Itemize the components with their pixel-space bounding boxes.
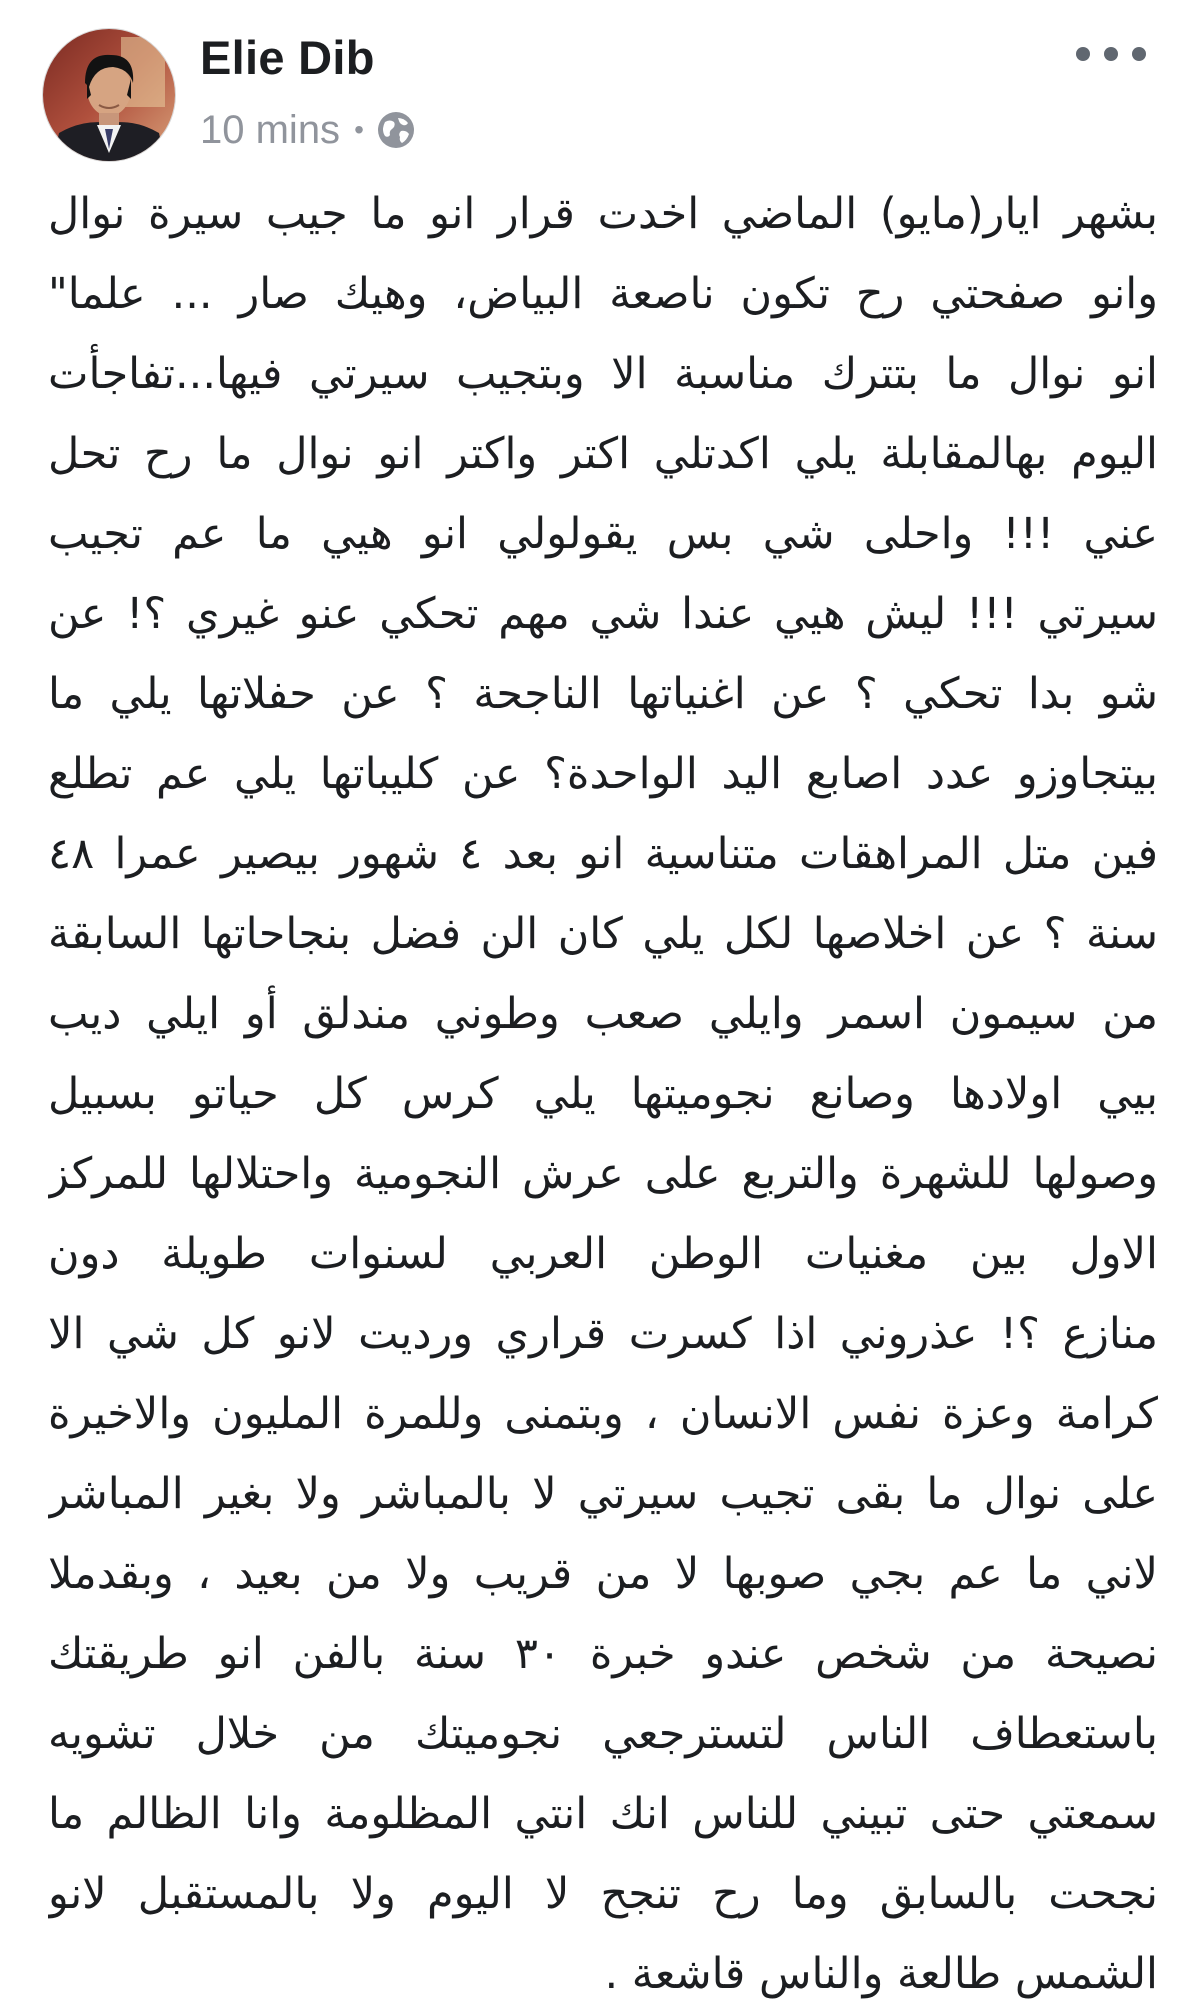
post-body-line: سنة ؟ عن اخلاصها لكل يلي كان الن فضل بنجاحاتها السابقة (48, 909, 1158, 959)
post-body-line: من سيمون اسمر وايلي صعب وطوني مندلق أو ايلي ديب (48, 989, 1158, 1039)
post-body-line: بيتجاوزو عدد اصابع اليد الواحدة؟ عن كليباتها يلي عم تطلع (48, 749, 1158, 799)
post-body-line: وصولها للشهرة والتربع على عرش النجومية واحتلالها للمركز (48, 1149, 1158, 1199)
post-body-line: سمعتي حتى تبيني للناس انك انتي المظلومة وانا الظالم ما (48, 1789, 1158, 1839)
author-avatar[interactable] (42, 28, 176, 162)
post-body-line: لاني ما عم بجي صوبها لا من قريب ولا من بعيد ، وبقدملا (48, 1549, 1158, 1599)
post-body-line: سيرتي !!! ليش هيي عندا شي مهم تحكي عنو غيري ؟! عن (48, 589, 1158, 639)
post-body (48, 174, 1158, 2014)
post-header (0, 0, 1200, 170)
post-body-line: بيي اولادها وصانع نجوميتها يلي كرس كل حياتو بسبيل (48, 1069, 1158, 1119)
post-body-line: وانو صفحتي رح تكون ناصعة البياض، وهيك صار ... علما" (48, 269, 1158, 319)
author-name[interactable]: Elie Dib (200, 31, 375, 84)
post-body-line: اليوم بهالمقابلة يلي اكدتلي اكتر واكتر انو نوال ما رح تحل (48, 429, 1158, 479)
post-body-line: شو بدا تحكي ؟ عن اغنياتها الناجحة ؟ عن حفلاتها يلي ما (48, 669, 1158, 719)
post-body-line: الشمس طالعة والناس قاشعة . (604, 1949, 1158, 1999)
post-body-line: نجحت بالسابق وما رح تنجح لا اليوم ولا بالمستقبل لانو (48, 1869, 1158, 1919)
post-body-line: منازع ؟! عذروني اذا كسرت قراري ورديت لانو كل شي الا (48, 1309, 1158, 1359)
post-body-line: كرامة وعزة نفس الانسان ، وبتمنى وللمرة المليون والاخيرة (48, 1389, 1158, 1439)
profile-photo-avatar (43, 29, 175, 161)
post-meta (200, 106, 416, 154)
post-body-line: الاول بين مغنيات الوطن العربي لسنوات طويلة دون (48, 1229, 1158, 1279)
more-options-icon[interactable] (1072, 36, 1150, 72)
post-body-line: بشهر ايار(مايو) الماضي اخدت قرار انو ما جيب سيرة نوال (48, 189, 1158, 239)
meta-separator: • (354, 114, 364, 145)
globe-icon[interactable] (376, 110, 416, 150)
post-body-line: باستعطاف الناس لتسترجعي نجوميتك من خلال تشويه (48, 1709, 1158, 1759)
post-body-line: انو نوال ما بتترك مناسبة الا وبتجيب سيرتي فيها...تفاجأت (48, 349, 1158, 399)
post-body-line: على نوال ما بقى تجيب سيرتي لا بالمباشر ولا بغير المباشر (48, 1469, 1158, 1519)
post-body-line: نصيحة من شخص عندو خبرة ٣٠ سنة بالفن انو طريقتك (48, 1629, 1158, 1679)
timestamp[interactable]: 10 mins (200, 107, 341, 152)
post-body-line: عني !!! واحلى شي بس يقولولي انو هيي ما عم تجيب (48, 509, 1158, 559)
post-body-line: فين متل المراهقات متناسية انو بعد ٤ شهور بيصير عمرا ٤٨ (48, 829, 1158, 879)
